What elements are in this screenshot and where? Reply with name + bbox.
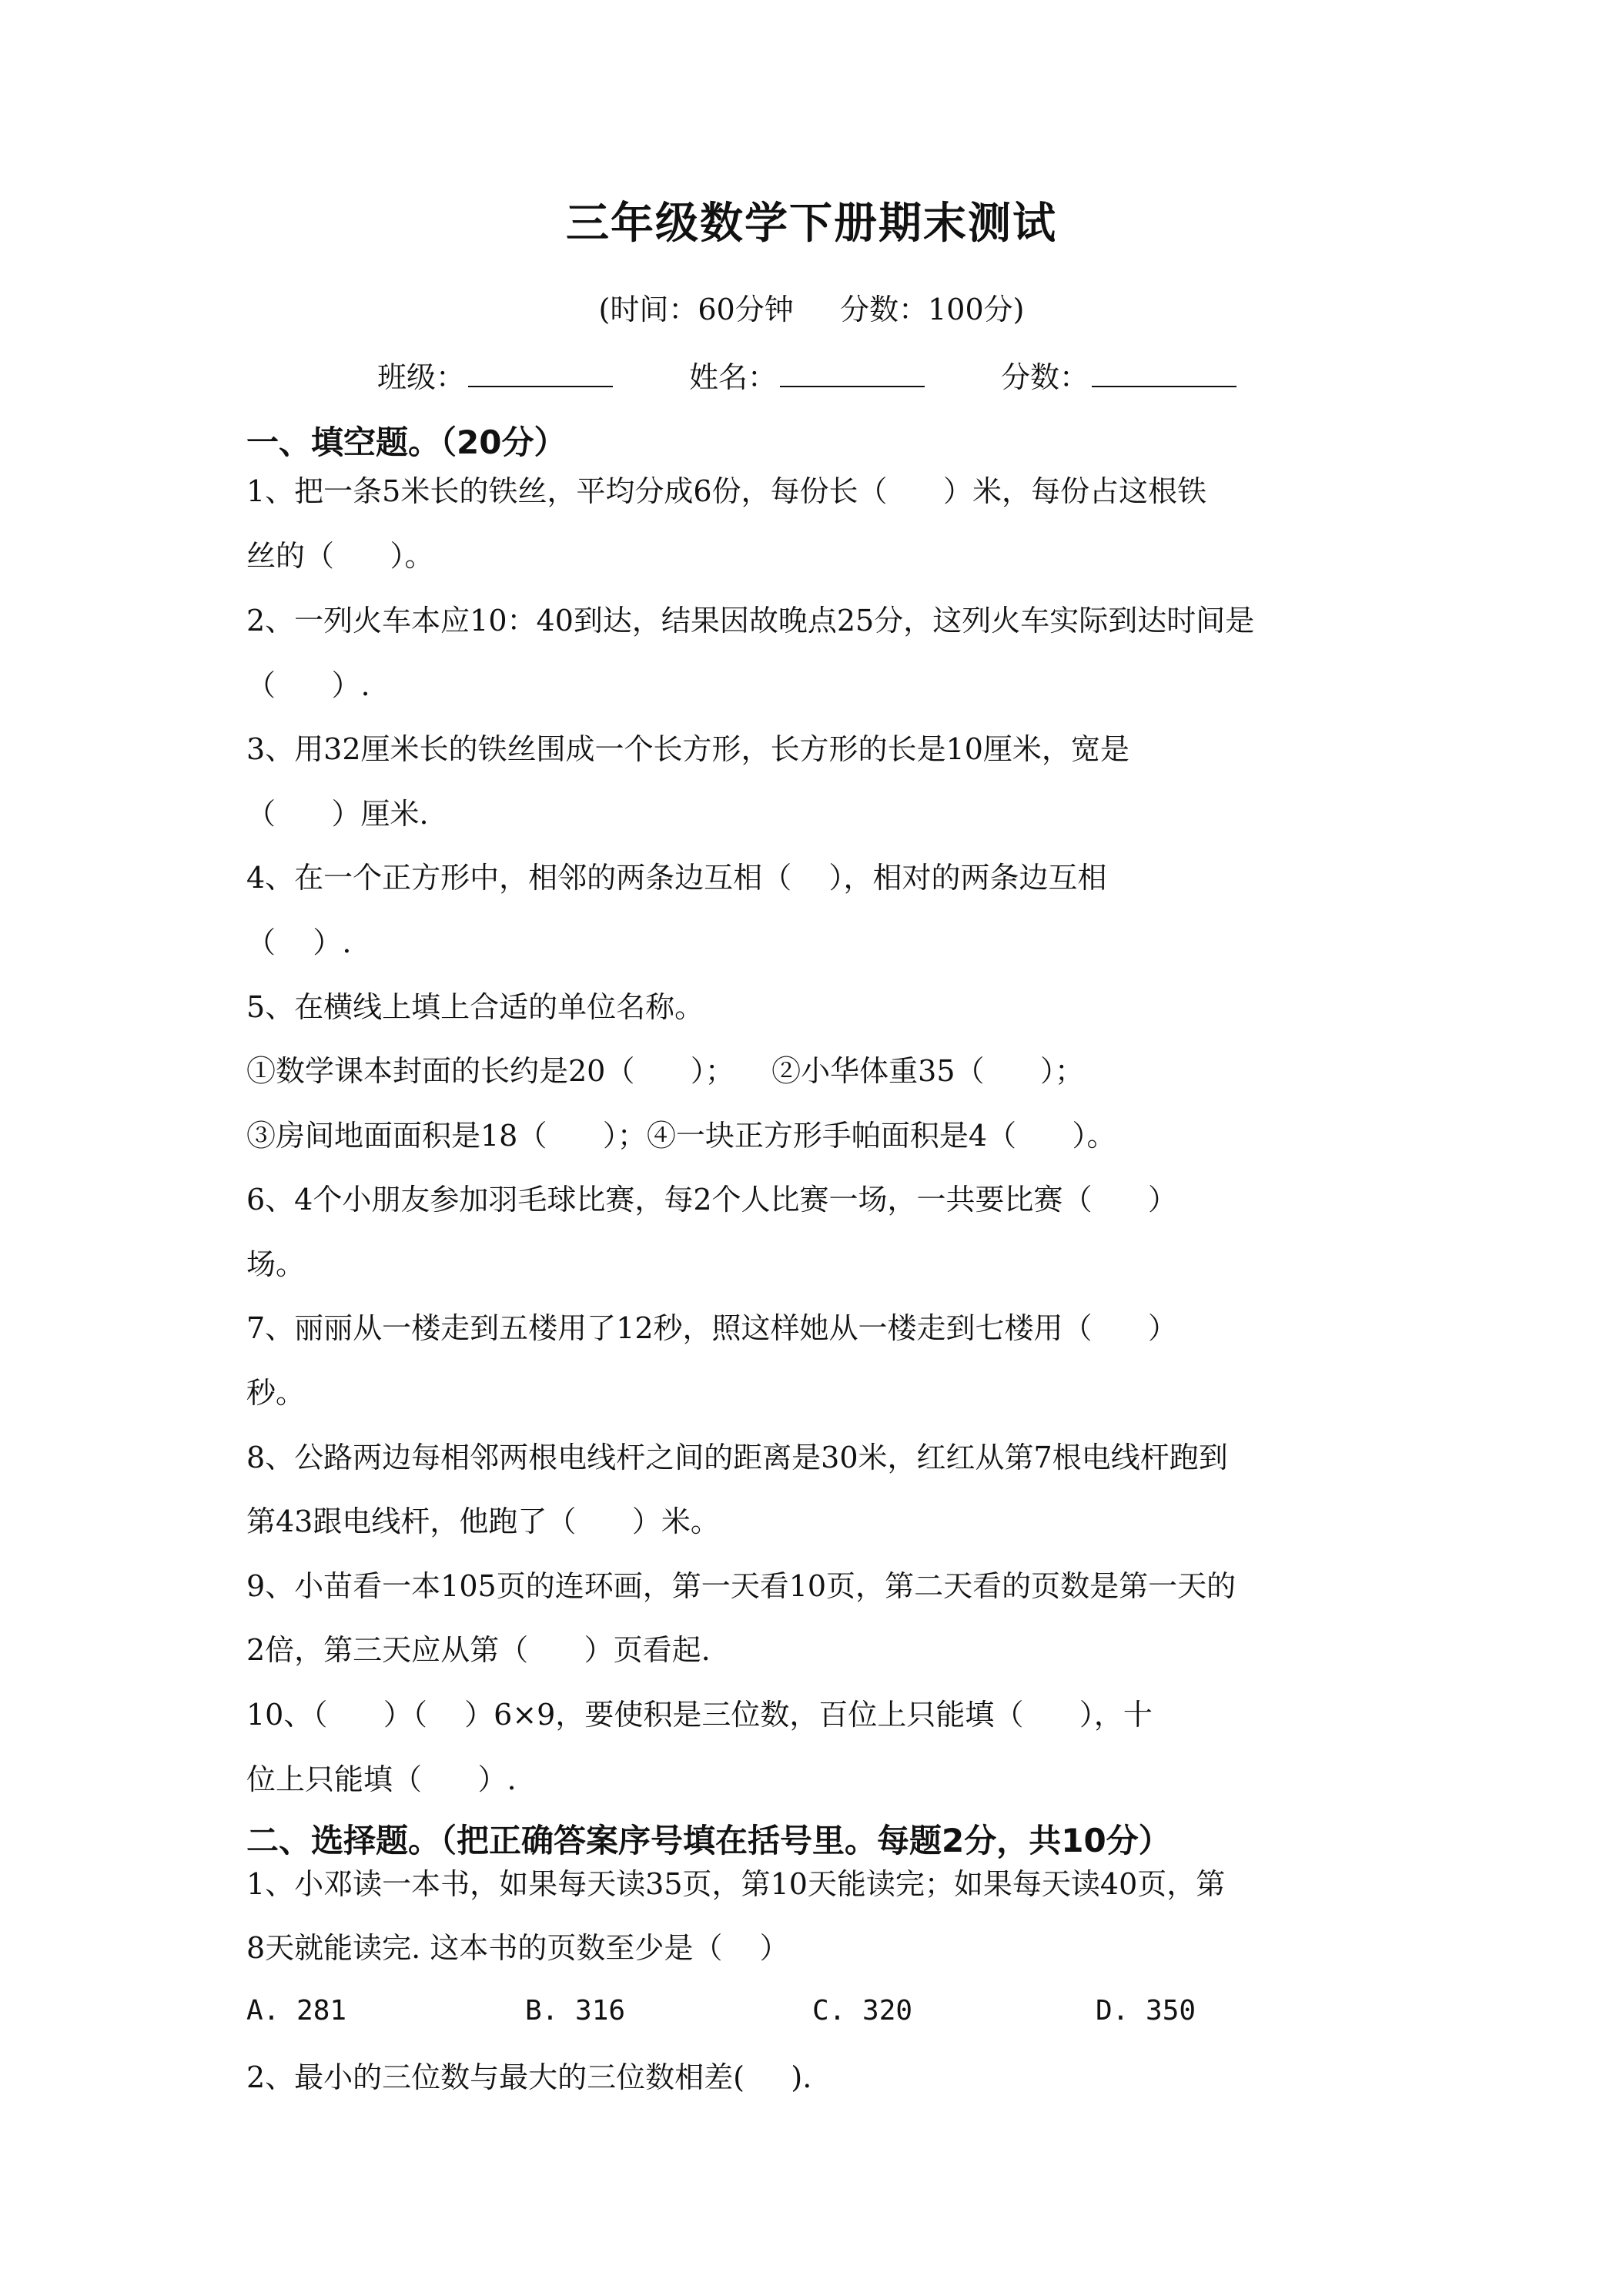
- name-field: [689, 356, 925, 397]
- question-line: 场。: [246, 1247, 306, 1281]
- question-line: （ ）厘米.: [246, 797, 429, 831]
- question-line: 8天就能读完. 这本书的页数至少是（ ）: [246, 1931, 789, 1965]
- page-title: 三年级数学下册期末测试: [566, 199, 1057, 249]
- question-line: 2、一列火车本应10：40到达，结果因故晚点25分，这列火车实际到达时间是: [246, 604, 1255, 638]
- question-line: ③房间地面面积是18（ ）；④一块正方形手帕面积是4（ ）。: [246, 1119, 1116, 1153]
- option-d: D. 350: [1096, 1995, 1196, 2027]
- name-blank-line: [780, 356, 925, 387]
- question-line: 2、最小的三位数与最大的三位数相差( ).: [246, 2060, 812, 2094]
- question-line: （ ）.: [246, 925, 352, 959]
- option-c: C. 320: [812, 1995, 913, 2027]
- question-line: 3、用32厘米长的铁丝围成一个长方形，长方形的长是10厘米，宽是: [246, 732, 1129, 766]
- option-b: B. 316: [525, 1995, 626, 2027]
- question-line: 8、公路两边每相邻两根电线杆之间的距离是30米，红红从第7根电线杆跑到: [246, 1441, 1228, 1474]
- question-line: 9、小苗看一本105页的连环画，第一天看10页，第二天看的页数是第一天的: [246, 1569, 1236, 1603]
- class-field: [377, 356, 613, 397]
- section1-heading: 一、填空题。（20分）: [246, 423, 567, 461]
- question-line: 6、4个小朋友参加羽毛球比赛，每2个人比赛一场，一共要比赛（ ）: [246, 1183, 1178, 1217]
- question-line: 10、（ ）（ ）6×9，要使积是三位数，百位上只能填（ ），十: [246, 1698, 1153, 1732]
- question-line: 1、小邓读一本书，如果每天读35页，第10天能读完；如果每天读40页，第: [246, 1867, 1226, 1901]
- class-label: 班级：: [377, 360, 466, 394]
- class-blank-line: [468, 356, 613, 387]
- question-line: 7、丽丽从一楼走到五楼用了12秒，照这样她从一楼走到七楼用（ ）: [246, 1311, 1178, 1345]
- question-line: 丝的（ ）。: [246, 539, 434, 573]
- exam-subtitle: (时间：60分钟 分数：100分): [598, 293, 1025, 326]
- option-a: A. 281: [246, 1995, 347, 2027]
- section2-heading: 二、选择题。（把正确答案序号填在括号里。每题2分，共10分）: [246, 1822, 1171, 1859]
- question-line: 2倍，第三天应从第（ ）页看起.: [246, 1633, 711, 1667]
- question-line: 4、在一个正方形中，相邻的两条边互相（ ），相对的两条边互相: [246, 861, 1107, 895]
- question-line: （ ）.: [246, 668, 370, 702]
- question-line: 1、把一条5米长的铁丝，平均分成6份，每份长（ ）米，每份占这根铁: [246, 474, 1207, 508]
- question-line: 位上只能填（ ）.: [246, 1762, 517, 1796]
- question-line: 第43跟电线杆，他跑了（ ）米。: [246, 1504, 720, 1538]
- score-blank-line: [1092, 356, 1236, 387]
- name-label: 姓名：: [689, 360, 778, 394]
- question-line: ①数学课本封面的长约是20（ ）； ②小华体重35（ ）；: [246, 1054, 1084, 1088]
- score-field: [1001, 356, 1236, 397]
- question-line: 5、在横线上填上合适的单位名称。: [246, 990, 704, 1024]
- score-label: 分数：: [1001, 360, 1089, 394]
- answer-options: [246, 1993, 1247, 2031]
- question-line: 秒。: [246, 1376, 306, 1410]
